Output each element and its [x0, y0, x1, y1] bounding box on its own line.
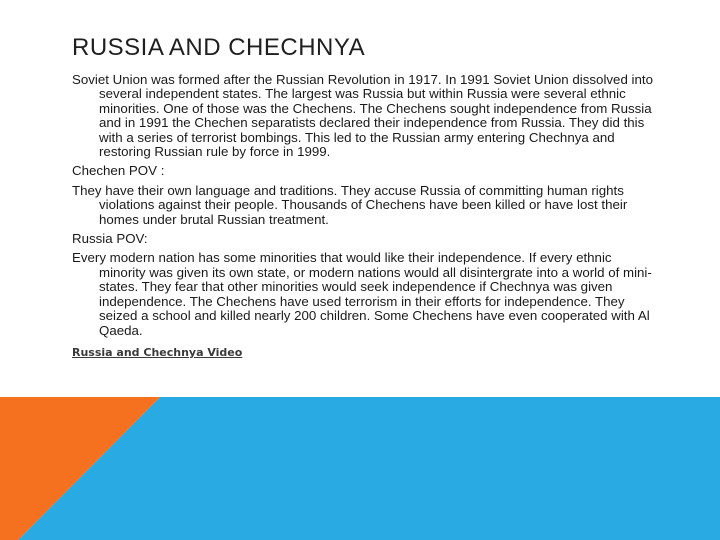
russia-pov-paragraph: Every modern nation has some minorities that would like their independence. If every ethnic minority was given its own state, or modern nations would all disintergrate into a world of mini-states. They fear that other minorities would seek independence if Chechnya was given independence. The Chechens have used terrorism in their efforts for independence. They seized a school and killed nearly 200 children. Some Chechens have even cooperated with Al Qaeda.: [72, 250, 652, 338]
slide-title: RUSSIA AND CHECHNYA: [72, 34, 366, 61]
russia-pov-heading: Russia POV:: [72, 231, 148, 247]
chechen-pov-paragraph: They have their own language and traditions. They accuse Russia of committing human rights violations against their people. Thousands of Chechens have been killed or have lost their homes under brutal Russian treatment.: [72, 182, 628, 227]
video-link[interactable]: Russia and Chechnya Video: [72, 345, 243, 359]
chechen-pov-heading: Chechen POV :: [72, 163, 165, 179]
intro-paragraph: Soviet Union was formed after the Russian Revolution in 1917. In 1991 Soviet Union dissolved into several independent states. The largest was Russia but within Russia were several ethnic minorities. One of those was the Chechens. The Chechens sought independence from Russia and in 1991 the Chechen separatists declared their independence from Russia. They did this with a series of terrorist bombings. This led to the Russian army entering Chechnya and restoring Russian rule by force in 1999.: [72, 72, 653, 160]
